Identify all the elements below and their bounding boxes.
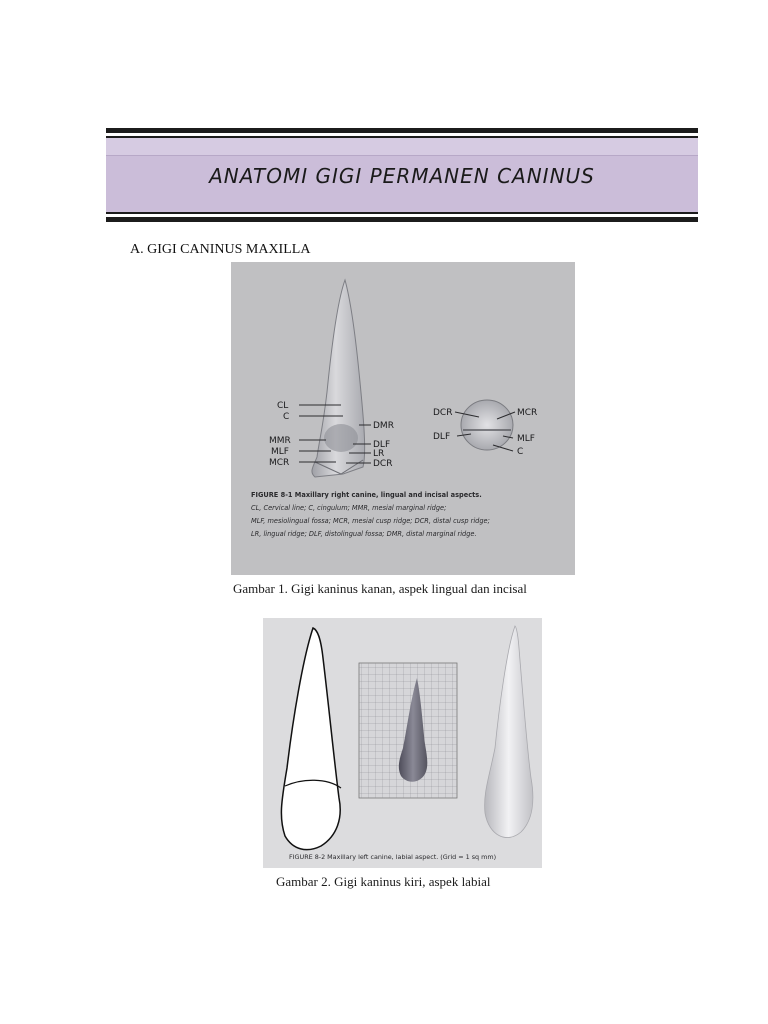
figure-2-legend: FIGURE 8-2 Maxillary left canine, labial aspect. (Grid = 1 sq mm)	[289, 853, 497, 861]
title-rule-bottom-thick	[106, 217, 698, 222]
figure-2-drawing	[263, 618, 542, 868]
page-title: ANATOMI GIGI PERMANEN CANINUS	[209, 164, 595, 188]
figure-1-image	[231, 262, 575, 575]
figure-1-legend-line-2: CL, Cervical line; C, cingulum; MMR, mesial marginal ridge;	[251, 504, 447, 512]
title-rule-top-thick	[106, 128, 698, 133]
label-mmr: MMR	[269, 436, 291, 446]
figure-1-drawing	[231, 262, 575, 575]
label-incisal-mlf: MLF	[517, 434, 535, 444]
figure-1-caption: Gambar 1. Gigi kaninus kanan, aspek lingual dan incisal	[233, 581, 527, 596]
label-incisal-c: C	[517, 447, 524, 457]
label-c: C	[283, 412, 290, 422]
label-mlf: MLF	[271, 447, 289, 457]
figure-2-image	[263, 618, 542, 868]
label-lr: LR	[373, 449, 385, 459]
label-mcr: MCR	[269, 458, 290, 468]
label-incisal-mcr: MCR	[517, 408, 538, 418]
label-dmr: DMR	[373, 421, 394, 431]
section-heading: A. GIGI CANINUS MAXILLA	[130, 242, 311, 257]
label-dcr: DCR	[373, 459, 393, 469]
label-dlf: DLF	[373, 440, 391, 450]
canine-incisal-outline	[461, 400, 513, 450]
title-banner	[106, 128, 698, 222]
figure-1-legend-line-3: MLF, mesiolingual fossa; MCR, mesial cusp ridge; DCR, distal cusp ridge;	[251, 517, 490, 525]
figure-2-caption: Gambar 2. Gigi kaninus kiri, aspek labial	[276, 874, 491, 889]
label-incisal-dcr: DCR	[433, 408, 453, 418]
figure-1-legend-line-4: LR, lingual ridge; DLF, distolingual fossa; DMR, distal marginal ridge.	[251, 530, 477, 538]
title-rule-bottom-thin	[106, 212, 698, 214]
figure-1-legend-line-1: FIGURE 8-1 Maxillary right canine, lingual and incisal aspects.	[251, 491, 482, 499]
label-cl: CL	[277, 401, 289, 411]
label-incisal-dlf: DLF	[433, 432, 451, 442]
title-upper-band	[106, 138, 698, 156]
